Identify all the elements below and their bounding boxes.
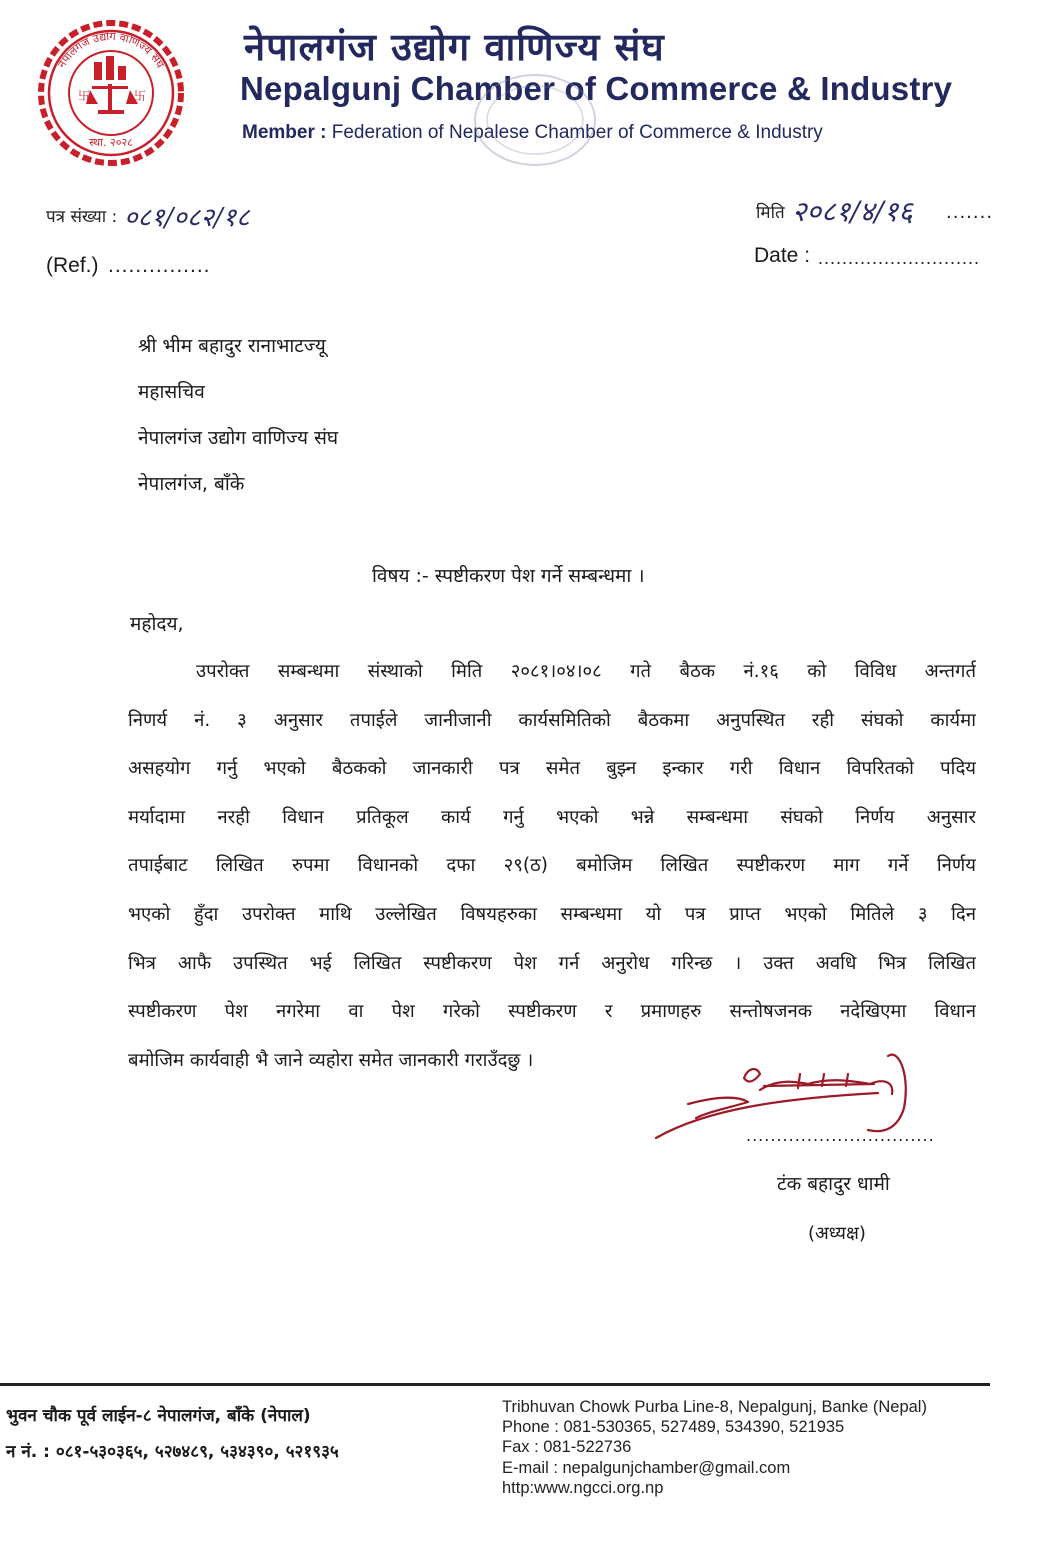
letter-body bbox=[128, 648, 976, 1085]
recipient-title: महासचिव bbox=[138, 381, 205, 403]
faint-stamp bbox=[470, 70, 600, 170]
footer-email-english: E-mail : nepalgunjchamber@gmail.com bbox=[502, 1459, 791, 1477]
body-line: भएको हुँदा उपरोक्त माथि उल्लेखित विषयहरुका सम्बन्धमा यो पत्र प्राप्त भएको मितिले ३ दिन bbox=[128, 903, 976, 925]
letter-subject: विषय :- स्पष्टीकरण पेश गर्ने सम्बन्धमा । bbox=[372, 565, 645, 587]
ref-label-nepali: पत्र संख्या : bbox=[46, 207, 118, 227]
footer-address-nepali: भुवन चौक पूर्व लाईन-८ नेपालगंज, बाँके (नेपाल) bbox=[6, 1406, 311, 1426]
footer-phone-nepali: न नं. : ०८१-५३०३६५, ५२७४८९, ५३४३९०, ५२१९३५ bbox=[6, 1442, 339, 1462]
seal-year: स्था. २०२८ bbox=[89, 136, 133, 149]
body-line: असहयोग गर्नु भएको बैठकको जानकारी पत्र समेत बुझ्न इन्कार गरी विधान विपरितको पदिय bbox=[128, 758, 976, 780]
org-name-english: Nepalgunj Chamber of Commerce & Industry bbox=[240, 70, 953, 107]
body-line: तपाईबाट लिखित रुपमा विधानको दफा २९(ठ) बमोजिम लिखित स्पष्टीकरण माग गर्ने निर्णय bbox=[128, 855, 976, 877]
date-value-handwritten: २०८१/४/१६ bbox=[792, 195, 913, 228]
recipient-place: नेपालगंज, बाँके bbox=[138, 473, 245, 495]
footer-address-english: Tribhuvan Chowk Purba Line-8, Nepalgunj, Banke (Nepal) bbox=[502, 1398, 927, 1416]
date-label-english: Date : bbox=[754, 244, 811, 267]
svg-text:卐: 卐 bbox=[78, 89, 91, 103]
footer-fax-english: Fax : 081-522736 bbox=[502, 1438, 632, 1456]
signer-name: टंक बहादुर धामी bbox=[777, 1173, 890, 1195]
footer-phone-english: Phone : 081-530365, 527489, 534390, 521935 bbox=[502, 1418, 845, 1436]
body-line: बमोजिम कार्यवाही भै जाने व्यहोरा समेत जानकारी गराउँदछु । bbox=[128, 1049, 534, 1071]
chamber-seal-logo bbox=[36, 18, 186, 168]
org-name-nepali: नेपालगंज उद्योग वाणिज्य संघ bbox=[244, 25, 665, 69]
body-line: मर्यादामा नरही विधान प्रतिकूल कार्य गर्नु भएको भन्ने सम्बन्धमा संघको निर्णय अनुसार bbox=[128, 806, 976, 828]
footer-website-english: http:www.ngcci.org.np bbox=[502, 1479, 664, 1497]
seal-text: नेपालगंज उद्योग वाणिज्य संघ bbox=[55, 29, 167, 71]
body-line: स्पष्टीकरण पेश नगरेमा वा पेश गरेको स्पष्टीकरण र प्रमाणहरु सन्तोषजनक नदेखिएमा विधान bbox=[128, 1001, 976, 1023]
body-line: भित्र आफै उपस्थित भई लिखित स्पष्टीकरण पेश गर्न अनुरोध गरिन्छ । उक्त अवधि भित्र लिखित bbox=[128, 952, 976, 974]
date-label-nepali: मिति bbox=[756, 203, 785, 223]
body-line: उपरोक्त सम्बन्धमा संस्थाको मिति २०८१।०४।०८ गते बैठक नं.१६ को विविध अन्तगर्त bbox=[196, 661, 976, 682]
footer-divider bbox=[0, 1383, 990, 1386]
recipient-name: श्री भीम बहादुर रानाभाटज्यू bbox=[138, 335, 326, 357]
body-line: निणर्य नं. ३ अनुसार तपाईले जानीजानी कार्यसमितिको बैठकमा अनुपस्थित रही संघको कार्यमा bbox=[128, 709, 976, 731]
ref-label-english: (Ref.) bbox=[46, 254, 99, 277]
member-text: Federation of Nepalese Chamber of Commerce & Industry bbox=[331, 122, 823, 143]
date-dots-english: ........................... bbox=[818, 248, 981, 268]
date-dots-nepali: ....... bbox=[946, 202, 994, 223]
member-label: Member : bbox=[242, 122, 327, 143]
ref-number-handwritten: ०८१/०८२/१८ bbox=[124, 203, 250, 233]
signer-title: (अध्यक्ष) bbox=[808, 1223, 866, 1244]
signature-dotted-line: ............................... bbox=[746, 1126, 935, 1145]
recipient-organization: नेपालगंज उद्योग वाणिज्य संघ bbox=[138, 427, 339, 449]
salutation: महोदय, bbox=[130, 613, 184, 635]
ref-dots: ............... bbox=[108, 254, 211, 277]
svg-text:卐: 卐 bbox=[134, 89, 147, 103]
